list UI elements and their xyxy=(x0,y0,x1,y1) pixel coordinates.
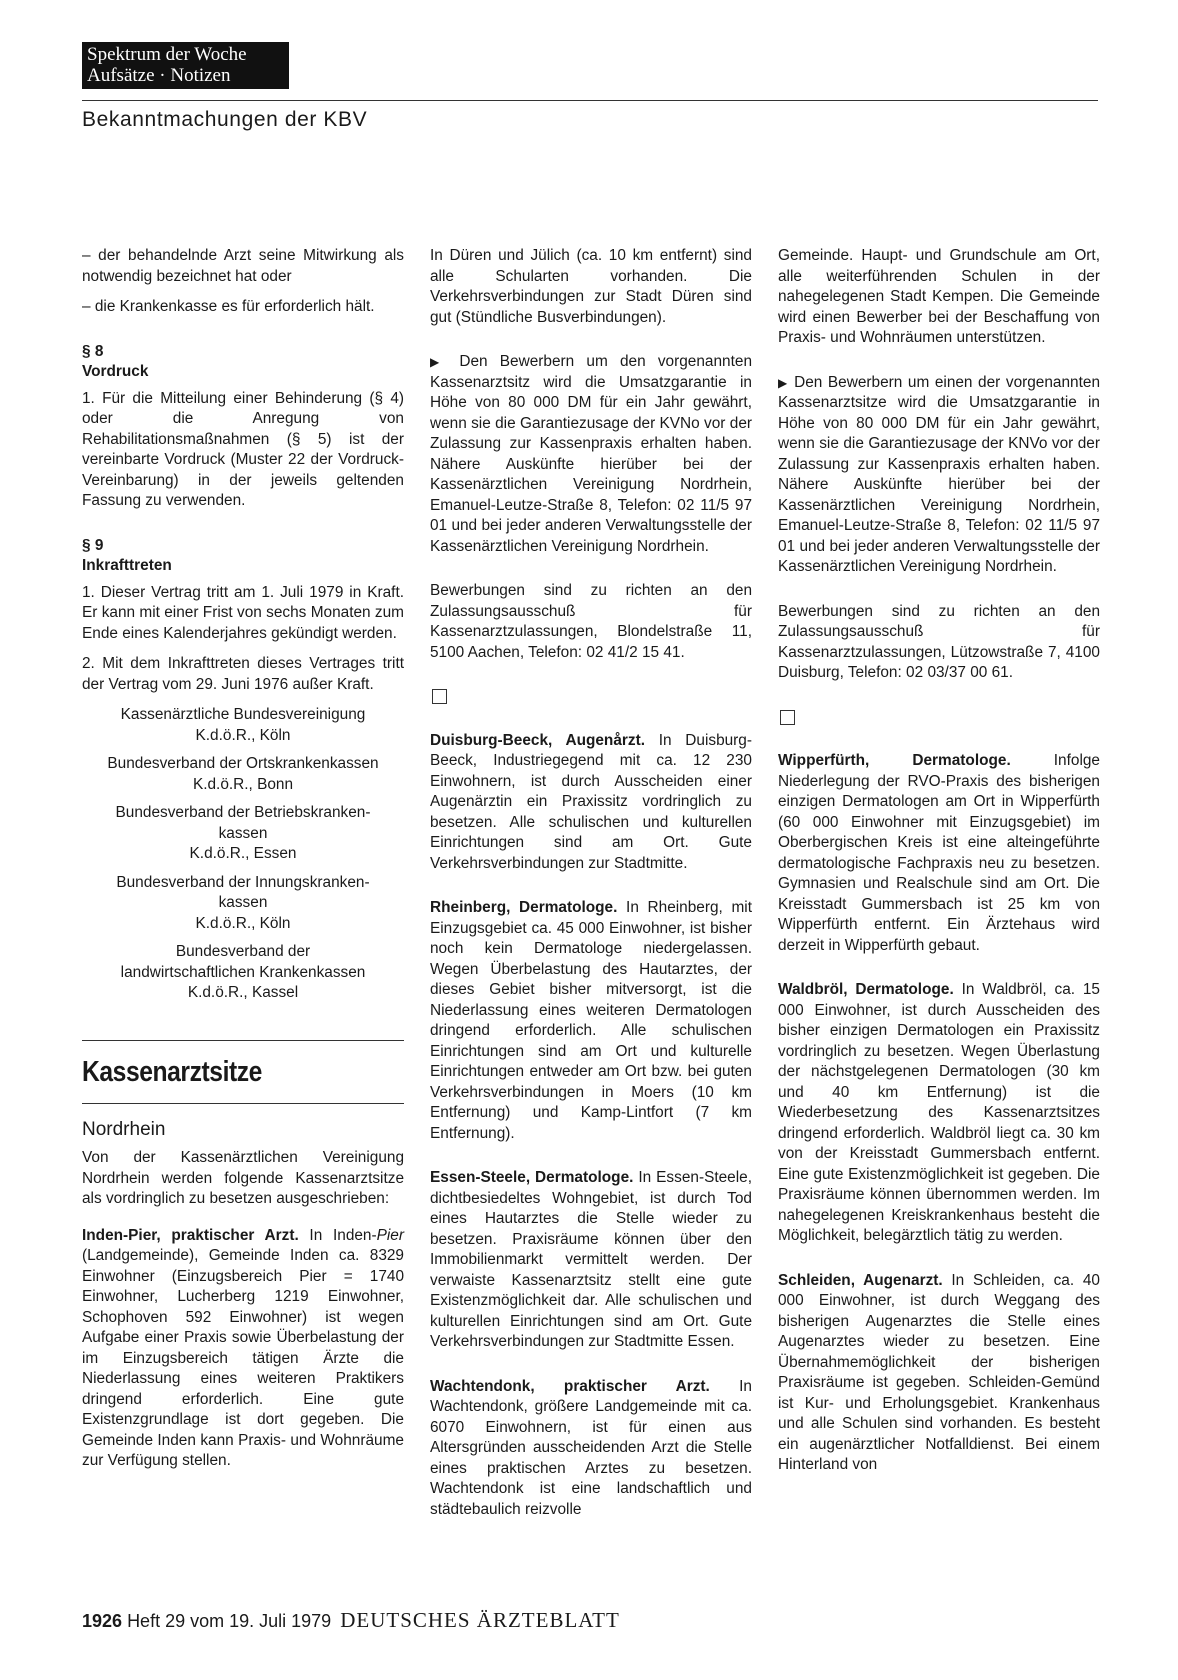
paragraph: Bewerbungen sind zu richten an den Zulassungsausschuß für Kassenarztzulassungen, Lützowstraße 7, 4100 Duisburg, Telefon: 02 03/37 00 61. xyxy=(778,602,1100,681)
paragraph: 1. Für die Mitteilung einer Behinderung (§ 4) oder die Anregung von Rehabilitationsmaßnahmen (§ 5) ist der vereinbarte Vordruck (Muster 22 der Vordruck-Vereinbarung) in der jeweils geltenden Fassung zu verwenden. xyxy=(82,389,404,509)
signature-line: landwirtschaftlichen Krankenkassen xyxy=(120,963,366,981)
listing-text: (Landgemeinde), Gemeinde Inden ca. 8329 Einwohner (Einzugsbereich Pier = 1740 Einwohner, Lucherberg 1219 Einwohner, Schophoven 592 Einwohner) ist wegen Aufgabe einer Praxis sowie Überbelastung der im Einzugsbereich tätigen Ärzte die Niederlassung eines weiteren Praktikers dringend erforderlich. Eine gute Existenzgrundlage ist dort gegeben. Die Gemeinde Inden kann Praxis- und Wohnräume zur Verfügung stellen. xyxy=(82,1247,404,1469)
paragraph-text: Den Bewerbern um den vorgenannten Kassenarztsitz wird die Umsatzgarantie in Höhe von 80 000 DM für ein Jahr gewährt, wenn sie die Garantiezusage der KVNo vor der Zulassung zur Kassenpraxis erhalten haben. Nähere Auskünfte hierüber bei der Kassenärztlichen Vereinigung Nordrhein, Emanuel-Leutze-Straße 8, Telefon: 02 11/5 97 01 und bei jeder anderen Verwaltungsstelle der Kassenärztlichen Vereinigung Nordrhein. xyxy=(430,353,752,555)
section-title: Bekanntmachungen der KBV xyxy=(82,108,368,131)
signature-line: K.d.ö.R., Kassel xyxy=(187,984,299,1001)
paragraph: 1. Dieser Vertrag tritt am 1. Juli 1979 in Kraft. Er kann mit einer Frist von sechs Monaten zum Ende eines Kalenderjahres gekündigt werden. xyxy=(82,583,404,642)
signature-line: Bundesverband der Innungskranken- xyxy=(116,873,370,891)
signature-block xyxy=(82,705,404,746)
section-rule xyxy=(82,1040,404,1041)
listing-heading: Duisburg-Beeck, Augenårzt. xyxy=(430,731,645,749)
section-rule xyxy=(82,1103,404,1104)
issue-info: Heft 29 vom 19. Juli 1979 xyxy=(127,1611,332,1631)
paragraph: – die Krankenkasse es für erforderlich hält. xyxy=(82,298,375,315)
paragraph-text: Den Bewerbern um einen der vorgenannten Kassenarztsitze wird die Umsatzgarantie in Höhe von 80 000 DM für ein Jahr gewährt, wenn sie die Garantiezusage der KNVo vor der Zulassung zur Kassenpraxis erhalten haben. Nähere Auskünfte hierüber bei der Kassenärztlichen Vereinigung Nordrhein, Emanuel-Leutze-Straße 8, Telefon: 02 11/5 97 01 und bei jeder anderen Verwaltungsstelle der Kassenärztlichen Vereinigung Nordrhein. xyxy=(778,373,1101,575)
paragraph: 2. Mit dem Inkrafttreten dieses Vertrages tritt der Vertrag vom 29. Juni 1976 außer Kraft. xyxy=(82,655,404,693)
column-3 xyxy=(778,246,1100,1486)
signature-block xyxy=(82,754,404,795)
listing-wipperfuerth xyxy=(778,751,1100,956)
header-rule xyxy=(82,100,1098,101)
square-separator-icon xyxy=(780,710,795,725)
publication-name: DEUTSCHES ÄRZTEBLATT xyxy=(340,1608,620,1632)
listing-wachtendonk xyxy=(430,1377,752,1521)
listing-text: In Schleiden, ca. 40 000 Einwohner, ist durch Weggang des bisherigen Augenarztes die Stelle eines Augenarztes wieder zu besetzen. Eine Übernahmemöglichkeit der bisherigen Praxisräume ist gegeben. Schleiden-Gemünd ist Kur- und Erholungsgebiet. Krankenhaus und alle Schulen sind vorhanden. Es besteht ein augenärztlicher Notfalldienst. Bei einem Hinterland von xyxy=(778,1271,1100,1473)
section-heading: Inkrafttreten xyxy=(82,557,172,574)
paragraph-guarantee xyxy=(778,373,1100,578)
column-1 xyxy=(82,246,404,1482)
signature-line: Bundesverband der Ortskrankenkassen xyxy=(107,755,379,772)
section-number: § 8 xyxy=(82,342,104,360)
listing-text: In Duisburg-Beeck, Industriegegend mit ca. 12 230 Einwohnern, ist durch Ausscheiden einer Augenärztin ein Praxissitz vordringlich zu besetzen. Alle schulischen und kulturellen Einrichtungen sind am Ort. Gute Verkehrsverbindungen zur Stadtmitte. xyxy=(430,731,752,872)
section-badge xyxy=(82,42,289,89)
listing-text-italic: Pier xyxy=(376,1226,404,1244)
listing-text: In Essen-Steele, dichtbesiedeltes Wohngebiet, ist durch Tod eines Hautarztes die Stelle wieder zu besetzen. Praxisräume können über den Immobilienmarkt vermittelt werden. Der verwaiste Kassenarztsitz stellt eine gute Existenzmöglichkeit dar. Alle schulischen und kulturellen Einrichtungen sind am Ort. Gute Verkehrsverbindungen zur Stadtmitte Essen. xyxy=(430,1169,752,1350)
badge-line-2: Aufsätze · Notizen xyxy=(87,65,231,86)
paragraph-guarantee xyxy=(430,352,752,557)
section-heading: Vordruck xyxy=(82,363,149,380)
triangle-bullet-icon: ▶ xyxy=(430,355,448,369)
signature-line: kassen xyxy=(218,824,268,842)
triangle-bullet-icon: ▶ xyxy=(778,375,789,390)
badge-line-1: Spektrum der Woche xyxy=(87,44,247,65)
main-heading: Kassenarztsitze xyxy=(82,1055,262,1088)
region-heading: Nordrhein xyxy=(82,1118,166,1140)
signature-line: K.d.ö.R., Köln xyxy=(195,914,291,932)
signature-line: kassen xyxy=(218,894,268,911)
signature-line: K.d.ö.R., Köln xyxy=(195,726,291,744)
listing-heading: Wipperfürth, Dermatologe. xyxy=(778,752,1011,769)
signature-block xyxy=(82,942,404,1004)
paragraph: In Düren und Jülich (ca. 10 km entfernt) sind alle Schularten vorhanden. Die Verkehrsverbindungen zur Stadt Düren sind gut (Stündliche Busverbindungen). xyxy=(430,247,752,326)
listing-text: In Waldbröl, ca. 15 000 Einwohner, ist durch Ausscheiden des bisher einzigen Dermatologen ein Praxissitz vordringlich zu besetzen. Wegen Überlastung der nächstgelegenen Dermatologen (30 km und 40 km Entfernung) ist die Wiederbesetzung des Kassenarztsitzes dringend erforderlich. Waldbröl liegt ca. 30 km von der Kreisstadt Gummersbach entfernt. Eine gute Existenzmöglichkeit ist gegeben. Die Praxisräume können übernommen werden. Im nahegelegenen Kreiskrankenhaus besteht die Möglichkeit, belegärztlich tätig zu werden. xyxy=(778,981,1100,1244)
listing-heading: Inden-Pier, praktischer Arzt. xyxy=(82,1226,299,1244)
listing-heading: Waldbröl, Dermatologe. xyxy=(778,981,954,998)
signature-block xyxy=(82,873,404,935)
listing-heading: Rheinberg, Dermatologe. xyxy=(430,899,618,916)
listing-text: In Wachtendonk, größere Landgemeinde mit ca. 6070 Einwohnern, ist für einen aus Altersgründen ausscheidenden Arzt die Stelle eines praktischen Arztes zu besetzen. Wachtendonk ist eine landschaftlich und städtebaulich reizvolle xyxy=(430,1377,752,1518)
listing-text: In Rheinberg, mit Einzugsgebiet ca. 45 000 Einwohner, ist bisher noch kein Dermatologe niedergelassen. Wegen Überbelastung des Hautarztes, der dieses Gebiet bisher mitversorgt, ist die Niederlassung eines weiteren Dermatologen dringend erforderlich. Alle schulischen Einrichtungen sind am Ort und kulturelle Einrichtungen entweder am Ort bzw. bei guten Verkehrsverbindungen in Moers (10 km Entfernung) und Kamp-Lintfort (7 km Entfernung). xyxy=(430,899,752,1142)
listing-duisburg-beeck xyxy=(430,731,752,875)
listing-heading: Wachtendonk, praktischer Arzt. xyxy=(430,1377,710,1395)
page-number: 1926 xyxy=(82,1611,123,1631)
signature-line: Bundesverband der xyxy=(175,943,311,960)
listing-schleiden xyxy=(778,1271,1100,1476)
signature-block xyxy=(82,803,404,865)
paragraph: Gemeinde. Haupt- und Grundschule am Ort, alle weiterführenden Schulen in der nahegelegenen Stadt Kempen. Die Gemeinde wird einen Bewerber bei der Beschaffung von Praxis- und Wohnräumen unterstützen. xyxy=(778,247,1100,346)
listing-rheinberg xyxy=(430,898,752,1144)
column-2 xyxy=(430,246,752,1530)
paragraph: – der behandelnde Arzt seine Mitwirkung als notwendig bezeichnet hat oder xyxy=(82,247,404,285)
listing-text: Infolge Niederlegung der RVO-Praxis des bisherigen einzigen Dermatologen am Ort in Wipperfürth (60 000 Einwohner mit Einzugsgebiet) im Oberbergischen Kreis ist eine alteingeführte dermatologische Fachpraxis neu zu besetzen. Gymnasien und Realschule sind am Ort. Die Kreisstadt Gummersbach ist 25 km von Wipperfürth entfernt. Ein Ärztehaus wird derzeit in Wipperfürth gebaut. xyxy=(778,752,1100,954)
square-separator-icon xyxy=(432,689,447,704)
section-number: § 9 xyxy=(82,536,104,554)
paragraph: Von der Kassenärztlichen Vereinigung Nordrhein werden folgende Kassenarztsitze als vordringlich zu besetzen ausgeschrieben: xyxy=(82,1149,404,1207)
listing-inden-pier xyxy=(82,1226,404,1472)
signature-line: K.d.ö.R., Essen xyxy=(189,845,297,862)
listing-heading: Essen-Steele, Dermatologe. xyxy=(430,1169,634,1186)
listing-waldbroel xyxy=(778,980,1100,1247)
signature-line: Bundesverband der Betriebskranken- xyxy=(115,804,371,821)
signature-line: K.d.ö.R., Bonn xyxy=(192,775,294,793)
paragraph: Bewerbungen sind zu richten an den Zulassungsausschuß für Kassenarztzulassungen, Blondelstraße 11, 5100 Aachen, Telefon: 02 41/2 15 41. xyxy=(430,582,752,661)
page-footer xyxy=(82,1608,620,1633)
listing-essen-steele xyxy=(430,1168,752,1353)
listing-heading: Schleiden, Augenarzt. xyxy=(778,1271,943,1289)
signature-line: Kassenärztliche Bundesvereinigung xyxy=(120,706,366,723)
listing-text: In Inden- xyxy=(298,1226,377,1244)
